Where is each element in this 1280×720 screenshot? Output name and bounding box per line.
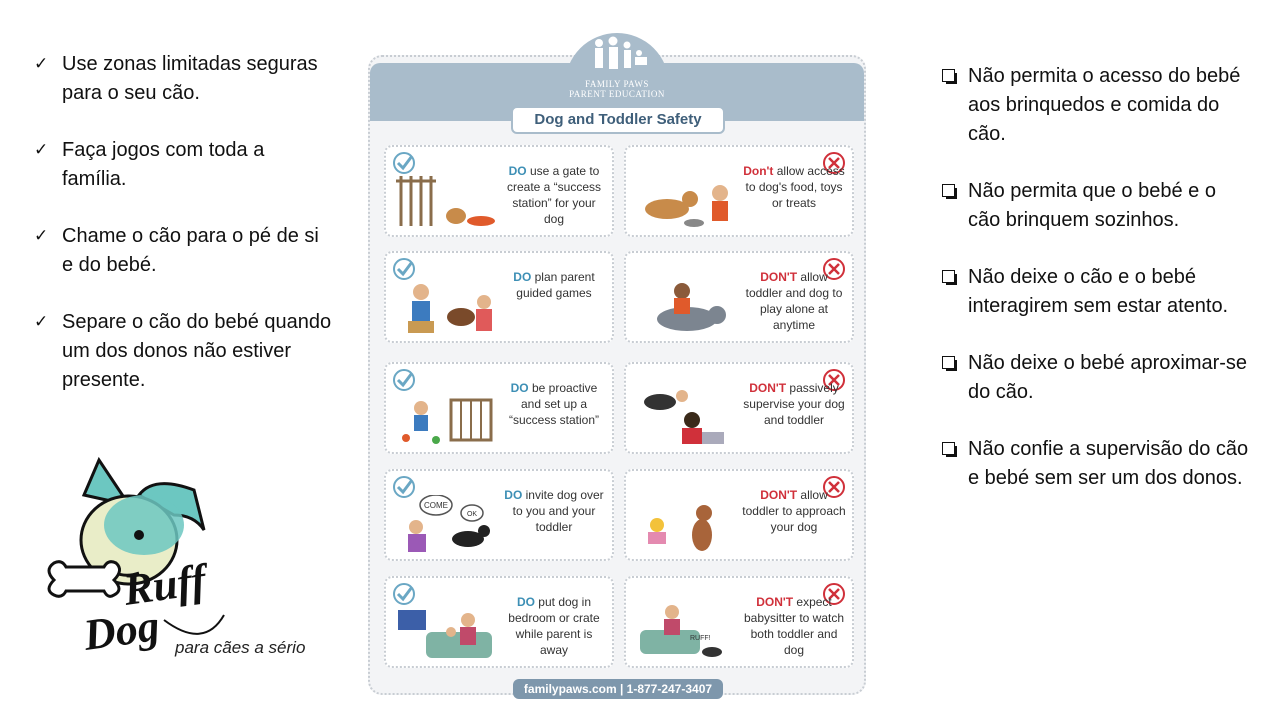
dont-keyword: DON'T	[756, 595, 794, 609]
check-mark-icon: ✓	[34, 312, 49, 332]
left-guideline-text: Separe o cão do bebé quando um dos donos não estiver presente.	[62, 311, 332, 391]
come-speech-bubble: COME	[424, 501, 448, 510]
do-card-text: be proactive and set up a “success station”	[508, 381, 600, 427]
poster-title: Dog and Toddler Safety	[511, 106, 725, 134]
logo-tagline: para cães a sério	[175, 638, 306, 657]
right-guideline-text: Não permita que o bebé e o cão brinquem sozinhos.	[968, 180, 1216, 231]
do-keyword: DO	[510, 381, 529, 395]
logo-wordmark: Ruff	[120, 554, 209, 615]
checkbox-icon	[942, 69, 955, 82]
do-keyword: DO	[513, 270, 532, 284]
do-keyword: DO	[508, 164, 527, 178]
left-guideline-text: Use zonas limitadas seguras para o seu cão.	[62, 53, 318, 104]
couch-crate-illustration	[396, 602, 496, 662]
left-guideline-item	[34, 308, 334, 395]
left-guideline-item	[34, 50, 334, 108]
right-guideline-item	[940, 62, 1250, 149]
left-guideline-text: Faça jogos com toda a família.	[62, 139, 265, 190]
left-guideline-item	[34, 136, 334, 194]
dont-card	[624, 145, 854, 237]
right-guideline-list	[940, 62, 1250, 521]
right-guideline-item	[940, 177, 1250, 235]
do-card	[384, 576, 614, 668]
babysitter-illustration	[632, 602, 732, 662]
left-guideline-text: Chame o cão para o pé de si e do bebé.	[62, 225, 319, 276]
check-mark-icon: ✓	[34, 226, 49, 246]
do-card-text: invite dog over to you and your toddler	[512, 488, 604, 534]
do-keyword: DO	[504, 488, 523, 502]
dont-card-text: expect babysitter to watch both toddler and dog	[743, 595, 845, 657]
right-guideline-text: Não permita o acesso do bebé aos brinquedos e comida do cão.	[968, 65, 1241, 145]
family-play-illustration	[396, 277, 496, 337]
right-guideline-text: Não confie a supervisão do cão e bebé sem ser um dos donos.	[968, 438, 1249, 489]
poster-footer: familypaws.com | 1-877-247-3407	[513, 679, 723, 699]
safety-poster	[368, 55, 866, 695]
left-guideline-list	[34, 50, 334, 423]
toddler-riding-dog-illustration	[632, 277, 732, 337]
check-mark-icon: ✓	[34, 140, 49, 160]
do-card-text: put dog in bedroom or crate while parent is away	[508, 595, 600, 657]
dont-keyword: DON'T	[760, 270, 798, 284]
dont-card-text: passively supervise your dog and toddler	[743, 381, 845, 427]
dont-card	[624, 469, 854, 561]
ok-speech-bubble: OK	[466, 511, 478, 518]
ruff-label: RUFF!	[690, 635, 711, 642]
do-card	[384, 251, 614, 343]
crate-illustration	[396, 388, 496, 448]
do-card	[384, 362, 614, 454]
family-silhouette-icon	[565, 33, 669, 73]
checkbox-icon	[942, 270, 955, 283]
dont-card-text: allow access to dog's food, toys or treats	[745, 164, 845, 210]
distracted-parent-illustration	[632, 388, 732, 448]
dont-card-text: allow toddler to approach your dog	[742, 488, 846, 534]
dont-card	[624, 576, 854, 668]
right-guideline-text: Não deixe o cão e o bebé interagirem sem estar atento.	[968, 266, 1229, 317]
do-keyword: DO	[516, 595, 535, 609]
dont-card	[624, 251, 854, 343]
do-card-text: plan parent guided games	[516, 270, 595, 300]
checkbox-icon	[942, 356, 955, 369]
right-guideline-item	[940, 263, 1250, 321]
checkbox-icon	[942, 184, 955, 197]
dont-keyword: Don't	[743, 164, 774, 178]
right-guideline-item	[940, 349, 1250, 407]
dont-keyword: DON'T	[760, 488, 798, 502]
dont-card	[624, 362, 854, 454]
dog-food-illustration	[632, 171, 732, 231]
do-card	[384, 469, 614, 561]
right-guideline-item	[940, 435, 1250, 493]
poster-brand: FAMILY PAWS PARENT EDUCATION	[569, 79, 665, 99]
dont-card-text: allow toddler and dog to play alone at anytime	[745, 270, 843, 332]
check-mark-icon: ✓	[34, 54, 49, 74]
baby-gate-illustration	[396, 171, 496, 231]
right-guideline-text: Não deixe o bebé aproximar-se do cão.	[968, 352, 1248, 403]
do-card	[384, 145, 614, 237]
toddler-approach-dog-illustration	[632, 495, 732, 555]
left-guideline-item	[34, 222, 334, 280]
do-card-text: use a gate to create a “success station” for your dog	[506, 164, 602, 226]
dont-keyword: DON'T	[749, 381, 787, 395]
logo-wordmark: Dog	[80, 600, 163, 660]
checkbox-icon	[942, 442, 955, 455]
invite-dog-illustration	[396, 495, 496, 555]
